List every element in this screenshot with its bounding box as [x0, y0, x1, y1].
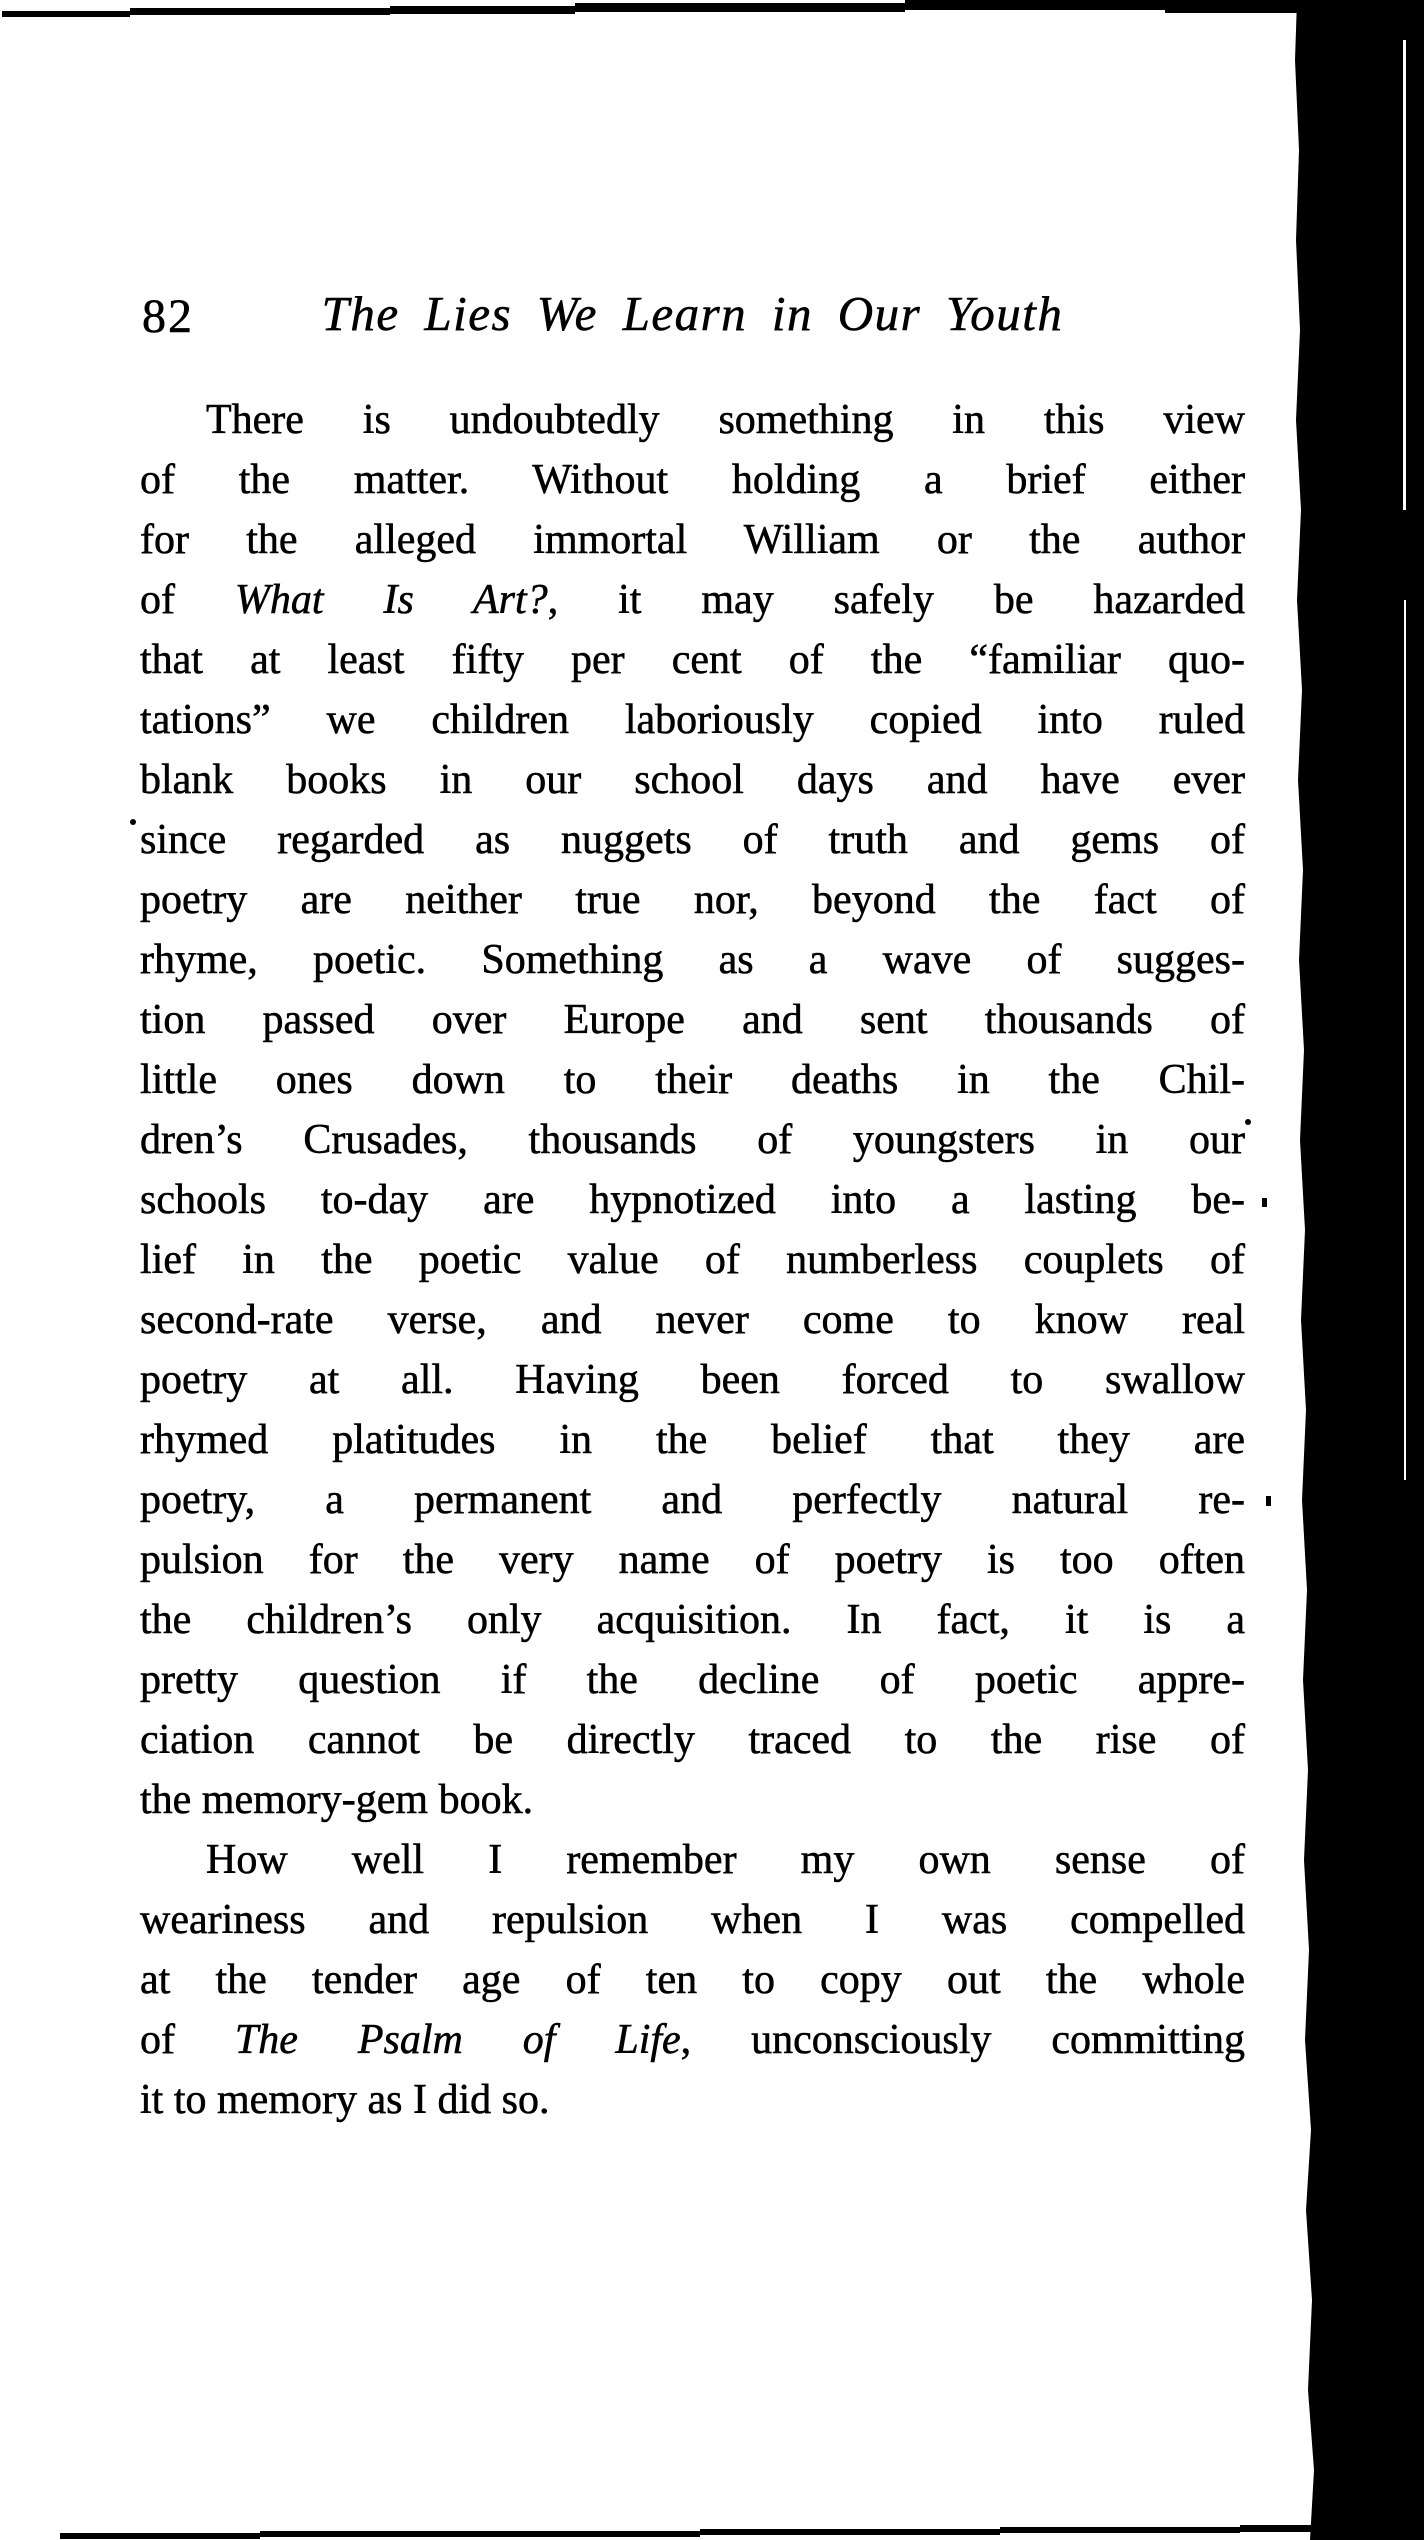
- ink-speck: [130, 819, 136, 825]
- text-line: [140, 750, 1245, 810]
- text-segment: poetry at all. Having been forced to swallow: [140, 1357, 1245, 1403]
- text-segment: the children’s only acquisition. In fact, it is a: [140, 1597, 1245, 1643]
- text-segment: the memory-gem book.: [140, 1777, 534, 1823]
- text-line: [140, 1770, 1245, 1830]
- text-line: [140, 510, 1245, 570]
- text-segment: second-rate verse, and never come to know real: [140, 1297, 1245, 1343]
- body-text: [140, 390, 1245, 2130]
- text-segment: dren’s Crusades, thousands of youngsters in our: [140, 1117, 1245, 1163]
- scan-edge-top: [2, 0, 1424, 17]
- italic-book-title: What Is Art?: [234, 577, 548, 623]
- text-line: [140, 1590, 1245, 1650]
- ink-speck: [1266, 1496, 1271, 1506]
- text-segment: poetry are neither true nor, beyond the fact of: [140, 877, 1245, 923]
- text-segment: blank books in our school days and have ever: [140, 757, 1245, 803]
- header-title: The Lies We Learn in Our Youth: [321, 286, 1064, 341]
- scan-edge-bottom: [60, 2525, 1424, 2539]
- text-segment: There is undoubtedly something in this view: [206, 397, 1245, 443]
- text-line: [140, 1050, 1245, 1110]
- text-line: [140, 390, 1245, 450]
- text-segment: of: [140, 577, 235, 623]
- text-line: [140, 570, 1245, 630]
- text-segment: poetry, a permanent and perfectly natural re-: [140, 1477, 1245, 1523]
- text-segment: pretty question if the decline of poetic appre-: [140, 1657, 1245, 1703]
- text-segment: since regarded as nuggets of truth and gems of: [140, 817, 1245, 863]
- italic-book-title: The Psalm of Life: [234, 2017, 681, 2063]
- scan-scratch: [1404, 600, 1406, 1480]
- scan-edge-right: [1295, 0, 1424, 2540]
- text-line: [140, 1890, 1245, 1950]
- text-segment: of: [140, 2017, 235, 2063]
- text-line: [140, 1410, 1245, 1470]
- text-segment: lief in the poetic value of numberless couplets of: [140, 1237, 1245, 1283]
- text-segment: rhyme, poetic. Something as a wave of sugges-: [140, 937, 1245, 983]
- text-line: [140, 2070, 1245, 2130]
- text-segment: pulsion for the very name of poetry is too often: [140, 1537, 1245, 1583]
- text-line: [140, 1830, 1245, 1890]
- text-segment: , it may safely be hazarded: [547, 577, 1245, 623]
- text-line: [140, 1530, 1245, 1590]
- text-line: [140, 450, 1245, 510]
- text-segment: rhymed platitudes in the belief that they are: [140, 1417, 1245, 1463]
- ink-speck: [1245, 1119, 1251, 1125]
- text-line: [140, 2010, 1245, 2070]
- text-line: [140, 1470, 1245, 1530]
- text-line: [140, 1170, 1245, 1230]
- text-line: [140, 990, 1245, 1050]
- text-line: [140, 1110, 1245, 1170]
- text-line: [140, 630, 1245, 690]
- text-line: [140, 1950, 1245, 2010]
- text-line: [140, 1290, 1245, 1350]
- ink-speck: [1262, 1198, 1267, 1207]
- text-segment: that at least fifty per cent of the “familiar quo-: [140, 637, 1245, 683]
- text-segment: tion passed over Europe and sent thousands of: [140, 997, 1245, 1043]
- text-segment: little ones down to their deaths in the Chil-: [140, 1057, 1245, 1103]
- text-line: [140, 1710, 1245, 1770]
- text-line: [140, 810, 1245, 870]
- text-line: [140, 1350, 1245, 1410]
- page-number: 82: [142, 290, 194, 343]
- text-line: [140, 1650, 1245, 1710]
- text-segment: of the matter. Without holding a brief either: [140, 457, 1245, 503]
- text-segment: weariness and repulsion when I was compelled: [140, 1897, 1245, 1943]
- text-segment: it to memory as I did so.: [140, 2077, 550, 2123]
- text-segment: tations” we children laboriously copied into ruled: [140, 697, 1245, 743]
- scan-scratch: [1403, 40, 1406, 510]
- text-line: [140, 870, 1245, 930]
- text-segment: How well I remember my own sense of: [206, 1837, 1245, 1883]
- text-line: [140, 1230, 1245, 1290]
- text-segment: schools to-day are hypnotized into a lasting be-: [140, 1177, 1245, 1223]
- text-segment: ciation cannot be directly traced to the rise of: [140, 1717, 1245, 1763]
- text-segment: for the alleged immortal William or the author: [140, 517, 1245, 563]
- text-line: [140, 930, 1245, 990]
- text-segment: at the tender age of ten to copy out the whole: [140, 1957, 1245, 2003]
- text-segment: , unconsciously committing: [680, 2017, 1245, 2063]
- text-line: [140, 690, 1245, 750]
